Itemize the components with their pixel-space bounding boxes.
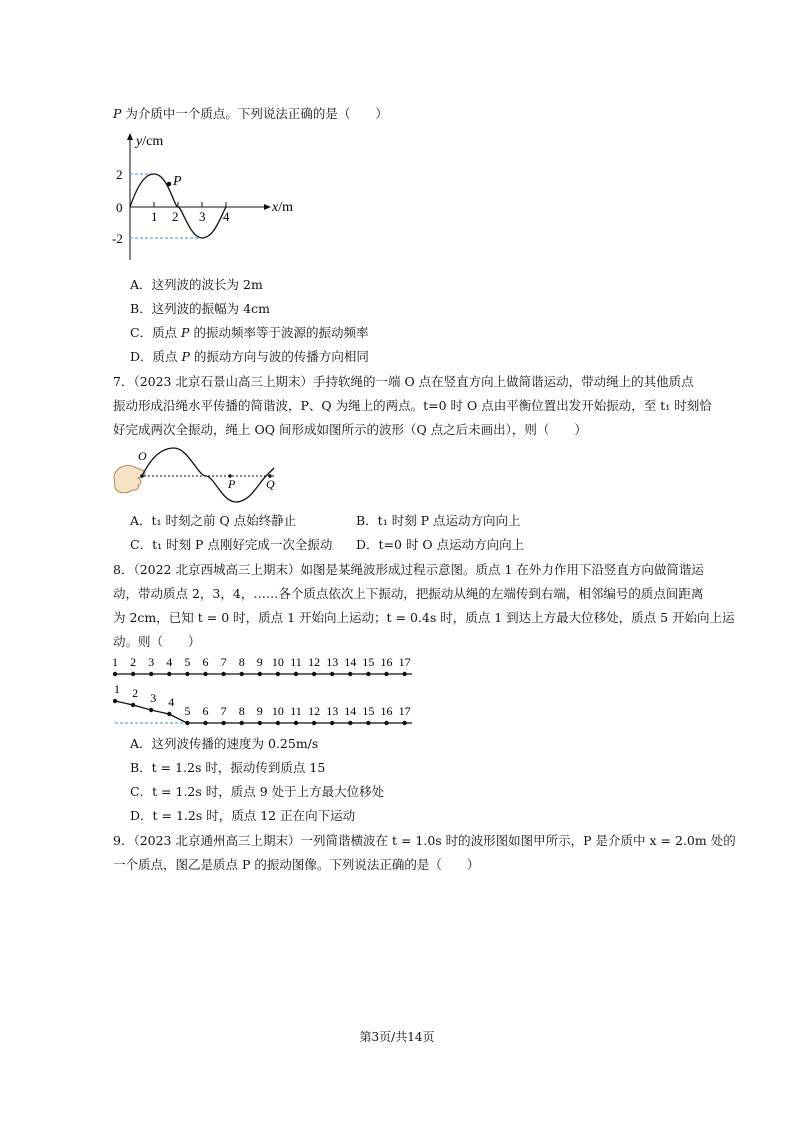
q6-intro-var: P bbox=[113, 106, 122, 121]
q8-bottom-label-2: 2 bbox=[132, 686, 139, 700]
q8-top-dot-8 bbox=[240, 672, 244, 676]
q6-option-c: C．质点 P 的振动频率等于波源的振动频率 bbox=[130, 325, 369, 340]
q8-top-dot-9 bbox=[258, 672, 262, 676]
q8-bottom-label-3: 3 bbox=[150, 691, 157, 705]
q8-top-dot-1 bbox=[113, 672, 117, 676]
q8-top-dot-2 bbox=[131, 672, 135, 676]
q8-top-label-10: 10 bbox=[271, 655, 284, 669]
q8-bottom-dot-5 bbox=[185, 721, 189, 725]
q8-option-c: C．t = 1.2s 时，质点 9 处于上方最大位移处 bbox=[130, 784, 385, 799]
q8-top-label-1: 1 bbox=[112, 655, 118, 669]
q8-option-d: D．t = 1.2s 时，质点 12 正在向下运动 bbox=[130, 808, 356, 823]
q6-xtick-4: 4 bbox=[223, 209, 230, 224]
q8-bottom-label-16: 16 bbox=[380, 704, 393, 718]
svg-text:x/m: x/m bbox=[272, 200, 293, 215]
svg-text:y/cm: y/cm bbox=[136, 134, 164, 149]
q8-top-dot-12 bbox=[312, 672, 316, 676]
q7-option-a: A．t₁ 时刻之前 Q 点始终静止 bbox=[130, 513, 297, 528]
q8-bottom-label-8: 8 bbox=[238, 704, 245, 718]
q8-top-dot-17 bbox=[402, 672, 406, 676]
q6-xtick-3: 3 bbox=[199, 209, 206, 224]
q8-top-label-14: 14 bbox=[344, 655, 357, 669]
q8-bottom-label-1: 1 bbox=[114, 682, 120, 696]
q8-bottom-label-10: 10 bbox=[271, 704, 284, 718]
q8-top-dots bbox=[112, 655, 411, 676]
q6-origin: 0 bbox=[116, 200, 123, 215]
q8-top-dot-15 bbox=[366, 672, 370, 676]
q8-top-label-7: 7 bbox=[220, 655, 227, 669]
q7-hand-icon bbox=[114, 465, 145, 492]
q7-label-p: P bbox=[228, 477, 236, 491]
q8-top-dot-3 bbox=[149, 672, 153, 676]
q8-bottom-label-6: 6 bbox=[202, 704, 209, 718]
q8-bottom-dot-6 bbox=[203, 721, 207, 725]
q8-top-label-15: 15 bbox=[362, 655, 375, 669]
page-number: 第3页/共14页 bbox=[359, 1030, 435, 1044]
q8-top-dot-4 bbox=[167, 672, 171, 676]
q8-bottom-dots bbox=[113, 682, 411, 725]
q8-bottom-label-7: 7 bbox=[220, 704, 227, 718]
q8-bottom-dot-12 bbox=[312, 721, 316, 725]
q8-bottom-dot-15 bbox=[366, 721, 370, 725]
q8-line-1: 8．（2022 北京西城高三上期末）如图是某绳波形成过程示意图。质点 1 在外力作用下沿竖直方向做简谐运 bbox=[113, 562, 704, 577]
q8-bottom-label-5: 5 bbox=[184, 704, 191, 718]
q6-wave-graph bbox=[110, 128, 310, 263]
q8-bottom-dot-8 bbox=[240, 721, 244, 725]
q6-option-d: D．质点 P 的振动方向与波的传播方向相同 bbox=[130, 349, 369, 364]
q8-bottom-dot-3 bbox=[149, 708, 153, 712]
q8-bottom-label-13: 13 bbox=[326, 704, 339, 718]
q8-bottom-dot-16 bbox=[384, 721, 388, 725]
q8-bottom-dot-1 bbox=[113, 699, 117, 703]
q6-xtick-1: 1 bbox=[151, 209, 158, 224]
q8-top-label-12: 12 bbox=[308, 655, 321, 669]
q8-bottom-dot-14 bbox=[348, 721, 352, 725]
q6-option-a: A．这列波的波长为 2m bbox=[130, 277, 263, 292]
q8-top-label-9: 9 bbox=[256, 655, 263, 669]
q8-bottom-dot-17 bbox=[402, 721, 406, 725]
q7-rope-figure bbox=[112, 446, 292, 506]
q8-top-label-5: 5 bbox=[184, 655, 191, 669]
q8-bottom-label-11: 11 bbox=[290, 704, 302, 718]
q8-top-dot-10 bbox=[276, 672, 280, 676]
q6-option-b: B．这列波的振幅为 4cm bbox=[130, 301, 270, 316]
q6-intro-line bbox=[113, 106, 388, 122]
q8-line-2: 动，带动质点 2，3，4，……各个质点依次上下振动，把振动从绳的左端传到右端，相邻编号的质点间距离 bbox=[113, 586, 704, 601]
q8-option-b: B．t = 1.2s 时，振动传到质点 15 bbox=[130, 760, 326, 775]
q8-top-dot-16 bbox=[384, 672, 388, 676]
q8-bottom-label-17: 17 bbox=[398, 704, 411, 718]
q8-top-label-11: 11 bbox=[290, 655, 302, 669]
q8-top-label-13: 13 bbox=[326, 655, 339, 669]
q6-point-p bbox=[167, 182, 172, 187]
q8-top-label-8: 8 bbox=[238, 655, 245, 669]
q8-option-a: A．这列波传播的速度为 0.25m/s bbox=[130, 736, 319, 751]
q9-line-1: 9．（2023 北京通州高三上期末）一列简谐横波在 t = 1.0s 时的波形图如图甲所示，P 是介质中 x = 2.0m 处的 bbox=[113, 833, 736, 848]
q7-option-d: D．t=0 时 O 点运动方向向上 bbox=[356, 537, 525, 552]
q6-y-neg: -2 bbox=[112, 231, 123, 246]
q8-top-label-3: 3 bbox=[148, 655, 155, 669]
q7-line-1: 7．（2023 北京石景山高三上期末）手持软绳的一端 O 点在竖直方向上做简谐运动，带动绳上的其他质点 bbox=[113, 374, 694, 389]
q8-top-dot-5 bbox=[185, 672, 189, 676]
q8-bottom-label-14: 14 bbox=[344, 704, 357, 718]
q6-xtick-2: 2 bbox=[172, 209, 179, 224]
q9-line-2: 一个质点，图乙是质点 P 的振动图像。下列说法正确的是（ ） bbox=[113, 857, 480, 872]
q8-bottom-dot-10 bbox=[276, 721, 280, 725]
q8-top-dot-11 bbox=[294, 672, 298, 676]
q8-top-label-4: 4 bbox=[166, 655, 173, 669]
q8-top-dot-7 bbox=[221, 672, 225, 676]
q8-bottom-label-15: 15 bbox=[362, 704, 375, 718]
q8-bottom-label-4: 4 bbox=[168, 695, 175, 709]
q8-bottom-label-12: 12 bbox=[308, 704, 321, 718]
q7-line-2: 振动形成沿绳水平传播的简谐波，P、Q 为绳上的两点。t=0 时 O 点由平衡位置出发开始振动，至 t₁ 时刻恰 bbox=[113, 398, 712, 413]
q8-top-label-2: 2 bbox=[130, 655, 137, 669]
q8-line-3: 为 2cm，已知 t = 0 时，质点 1 开始向上运动；t = 0.4s 时，质点 1 到达上方最大位移处，质点 5 开始向上运 bbox=[113, 610, 735, 625]
q7-rope-wave bbox=[142, 448, 274, 502]
q7-label-q: Q bbox=[266, 477, 275, 491]
q8-top-label-16: 16 bbox=[380, 655, 393, 669]
q8-rope-diagram bbox=[108, 652, 428, 727]
q8-bottom-dot-13 bbox=[330, 721, 334, 725]
q8-bottom-dot-2 bbox=[131, 703, 135, 707]
q8-top-dot-14 bbox=[348, 672, 352, 676]
q6-intro-text: 为介质中一个质点。下列说法正确的是（ ） bbox=[125, 106, 388, 121]
q8-line-4: 动。则（ ） bbox=[113, 634, 201, 649]
q8-top-dot-6 bbox=[203, 672, 207, 676]
q8-bottom-label-9: 9 bbox=[256, 704, 263, 718]
q8-top-label-17: 17 bbox=[398, 655, 411, 669]
q8-top-dot-13 bbox=[330, 672, 334, 676]
q8-bottom-dot-7 bbox=[221, 721, 225, 725]
q7-label-o: O bbox=[138, 449, 147, 463]
q6-y-pos: 2 bbox=[116, 167, 123, 182]
q8-bottom-dot-9 bbox=[258, 721, 262, 725]
q6-point-label: P bbox=[173, 174, 182, 189]
q7-line-3: 好完成两次全振动，绳上 OQ 间形成如图所示的波形（Q 点之后未画出），则（ ） bbox=[113, 422, 587, 437]
q7-option-c: C．t₁ 时刻 P 点刚好完成一次全振动 bbox=[130, 537, 333, 552]
q8-bottom-dot-11 bbox=[294, 721, 298, 725]
q8-bottom-dot-4 bbox=[167, 712, 171, 716]
q7-option-b: B．t₁ 时刻 P 点运动方向向上 bbox=[356, 513, 521, 528]
q8-top-label-6: 6 bbox=[202, 655, 209, 669]
